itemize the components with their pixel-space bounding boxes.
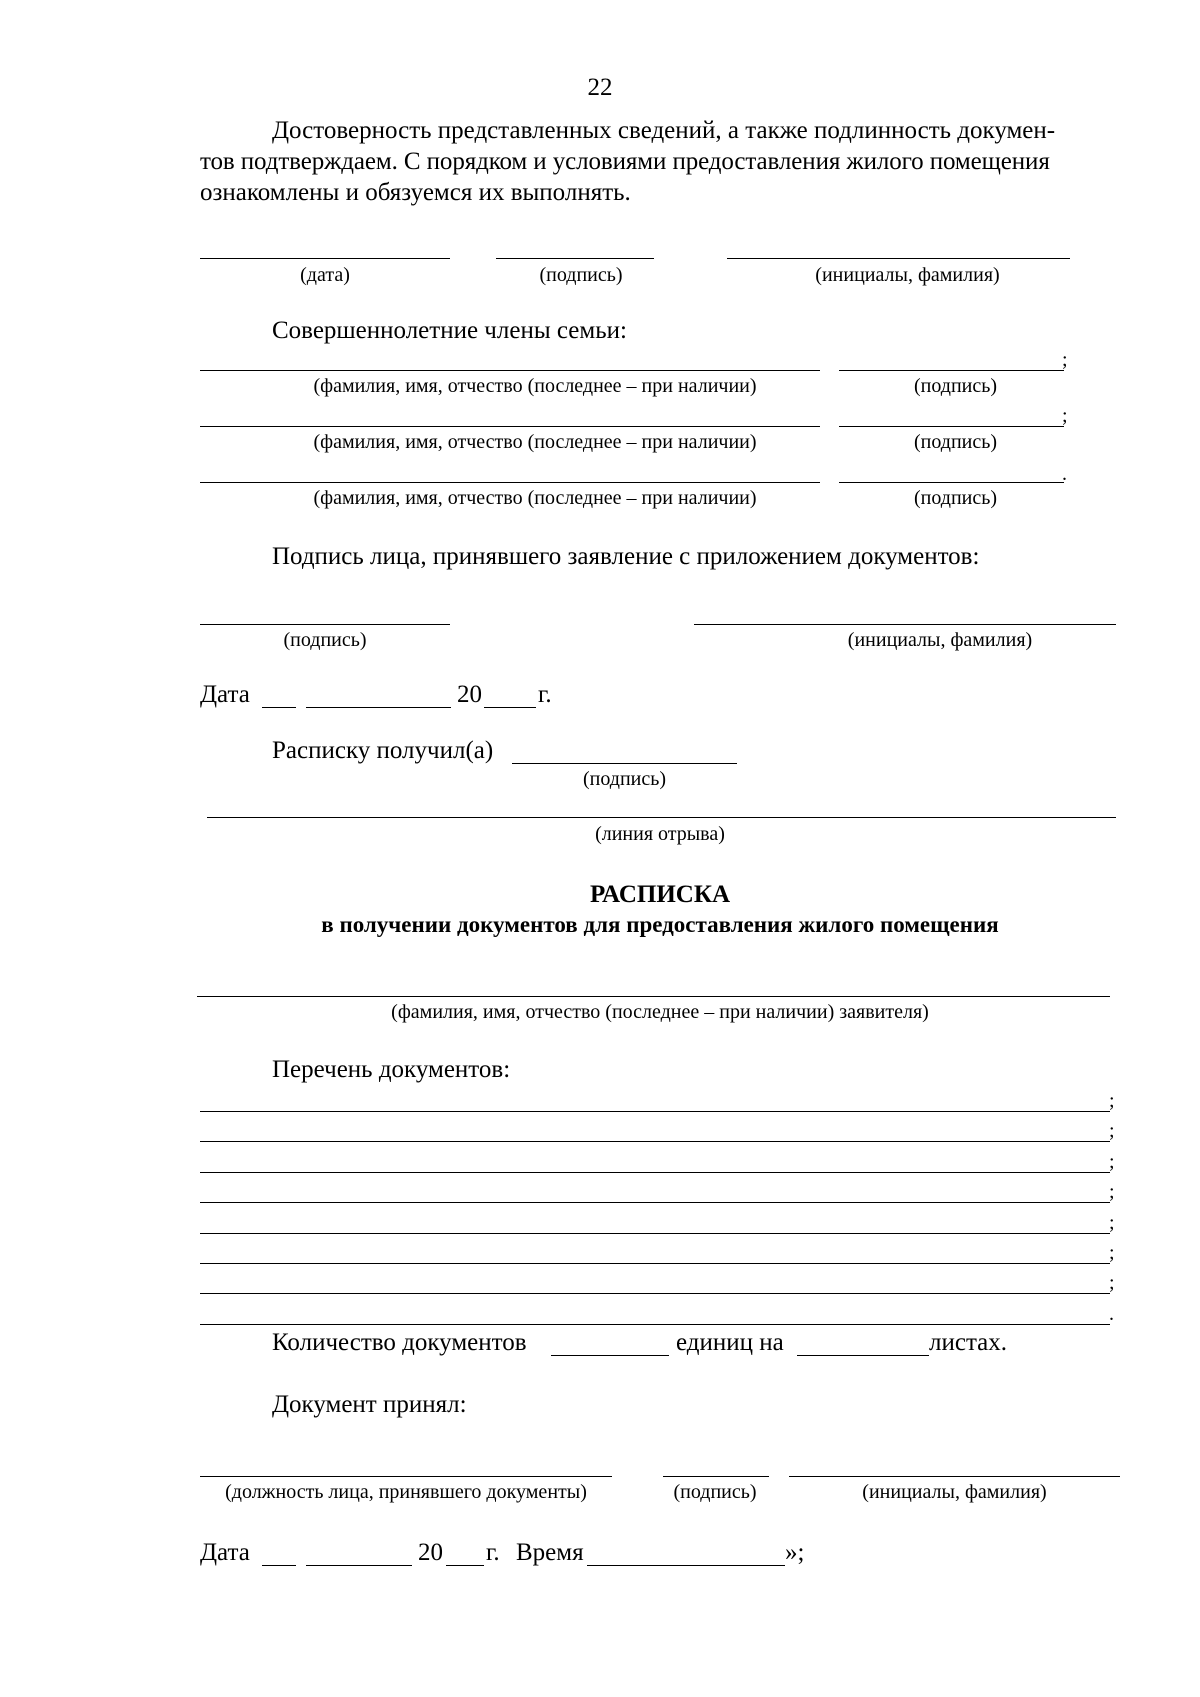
family-heading: Совершеннолетние члены семьи: [272, 317, 627, 344]
tear-line [207, 817, 1116, 818]
initials-field-line[interactable] [727, 258, 1070, 259]
family-name-line-3[interactable] [200, 482, 820, 483]
acceptor-initials-line[interactable] [694, 624, 1116, 625]
receipt-received-label: Расписку получил(а) [272, 737, 494, 764]
count-label: Количество документов [272, 1329, 527, 1356]
document-entry-end: ; [1109, 1090, 1115, 1112]
family-name-caption-2: (фамилия, имя, отчество (последнее – при наличии) [313, 431, 757, 453]
acceptor-heading: Подпись лица, принявшего заявление с приложением документов: [272, 543, 980, 570]
date-label: Дата [200, 681, 250, 708]
accepted-initials-line[interactable] [789, 1476, 1120, 1477]
document-entry-line[interactable] [200, 1233, 1110, 1234]
document-entry-end: ; [1109, 1120, 1115, 1142]
accepted-signature-line[interactable] [663, 1476, 769, 1477]
date-year-line[interactable] [484, 707, 536, 708]
accepted-label: Документ принял: [272, 1391, 467, 1418]
document-entry-line[interactable] [200, 1141, 1110, 1142]
family-name-line-1[interactable] [200, 370, 820, 371]
units-label: единиц на [676, 1329, 784, 1356]
document-entry-line[interactable] [200, 1172, 1110, 1173]
intro-line-2: тов подтверждаем. С порядком и условиями предоставления жилого помещения [200, 148, 1050, 175]
sheets-field-line[interactable] [797, 1355, 929, 1356]
acceptor-initials-caption: (инициалы, фамилия) [847, 629, 1033, 651]
final-date-month-line[interactable] [306, 1565, 412, 1566]
document-entry-line[interactable] [200, 1293, 1110, 1294]
family-signature-caption-3: (подпись) [913, 487, 998, 509]
date-year-suffix: г. [538, 681, 552, 708]
intro-line-3: ознакомлены и обязуемся их выполнять. [200, 179, 631, 206]
family-signature-line-2[interactable] [839, 426, 1064, 427]
date-caption: (дата) [300, 264, 350, 286]
page-number: 22 [587, 74, 613, 101]
document-entry-line[interactable] [200, 1202, 1110, 1203]
final-date-label: Дата [200, 1539, 250, 1566]
signature-caption: (подпись) [539, 264, 623, 286]
date-year-prefix: 20 [457, 681, 482, 708]
family-signature-line-3[interactable] [839, 482, 1064, 483]
position-caption: (должность лица, принявшего документы) [225, 1481, 587, 1503]
applicant-name-line[interactable] [197, 996, 1110, 997]
date-field-line[interactable] [200, 258, 450, 259]
family-row-end-2: ; [1062, 405, 1068, 427]
accepted-initials-caption: (инициалы, фамилия) [862, 1481, 1047, 1503]
family-name-line-2[interactable] [200, 426, 820, 427]
accepted-signature-caption: (подпись) [673, 1481, 757, 1503]
applicant-caption: (фамилия, имя, отчество (последнее – при наличии) заявителя) [391, 1001, 929, 1023]
final-date-year-suffix: г. [486, 1539, 500, 1566]
family-signature-line-1[interactable] [839, 370, 1064, 371]
receipt-subtitle: в получении документов для предоставления жилого помещения [321, 912, 999, 937]
document-entry-end: ; [1109, 1272, 1115, 1294]
tear-line-caption: (линия отрыва) [595, 823, 725, 845]
document-entry-line[interactable] [200, 1324, 1110, 1325]
family-row-end-1: ; [1062, 349, 1068, 371]
document-entry-end: . [1109, 1303, 1114, 1325]
document-entry-line[interactable] [200, 1111, 1110, 1112]
acceptor-signature-line[interactable] [200, 624, 450, 625]
time-suffix: »; [785, 1539, 805, 1566]
family-signature-caption-2: (подпись) [913, 431, 998, 453]
position-field-line[interactable] [200, 1476, 612, 1477]
family-name-caption-1: (фамилия, имя, отчество (последнее – при наличии) [313, 375, 757, 397]
date-day-line[interactable] [262, 707, 296, 708]
receipt-received-signature-caption: (подпись) [582, 768, 667, 790]
initials-caption: (инициалы, фамилия) [815, 264, 1000, 286]
date-month-line[interactable] [306, 707, 451, 708]
final-date-year-prefix: 20 [418, 1539, 443, 1566]
receipt-received-signature-line[interactable] [512, 763, 737, 764]
documents-heading: Перечень документов: [272, 1056, 511, 1083]
acceptor-signature-caption: (подпись) [283, 629, 367, 651]
count-field-line[interactable] [551, 1355, 669, 1356]
time-label: Время [516, 1539, 584, 1566]
receipt-title: РАСПИСКА [589, 881, 731, 908]
document-entry-end: ; [1109, 1242, 1115, 1264]
signature-field-line[interactable] [496, 258, 654, 259]
document-entry-end: ; [1109, 1212, 1115, 1234]
document-entry-line[interactable] [200, 1263, 1110, 1264]
final-date-day-line[interactable] [262, 1565, 296, 1566]
document-entry-end: ; [1109, 1181, 1115, 1203]
family-name-caption-3: (фамилия, имя, отчество (последнее – при наличии) [313, 487, 757, 509]
sheets-label: листах. [929, 1329, 1008, 1356]
document-entry-end: ; [1109, 1151, 1115, 1173]
family-row-end-3: . [1062, 463, 1067, 485]
family-signature-caption-1: (подпись) [913, 375, 998, 397]
final-date-year-line[interactable] [446, 1565, 484, 1566]
time-field-line[interactable] [587, 1565, 785, 1566]
intro-line-1: Достоверность представленных сведений, а также подлинность докумен- [272, 117, 1056, 144]
